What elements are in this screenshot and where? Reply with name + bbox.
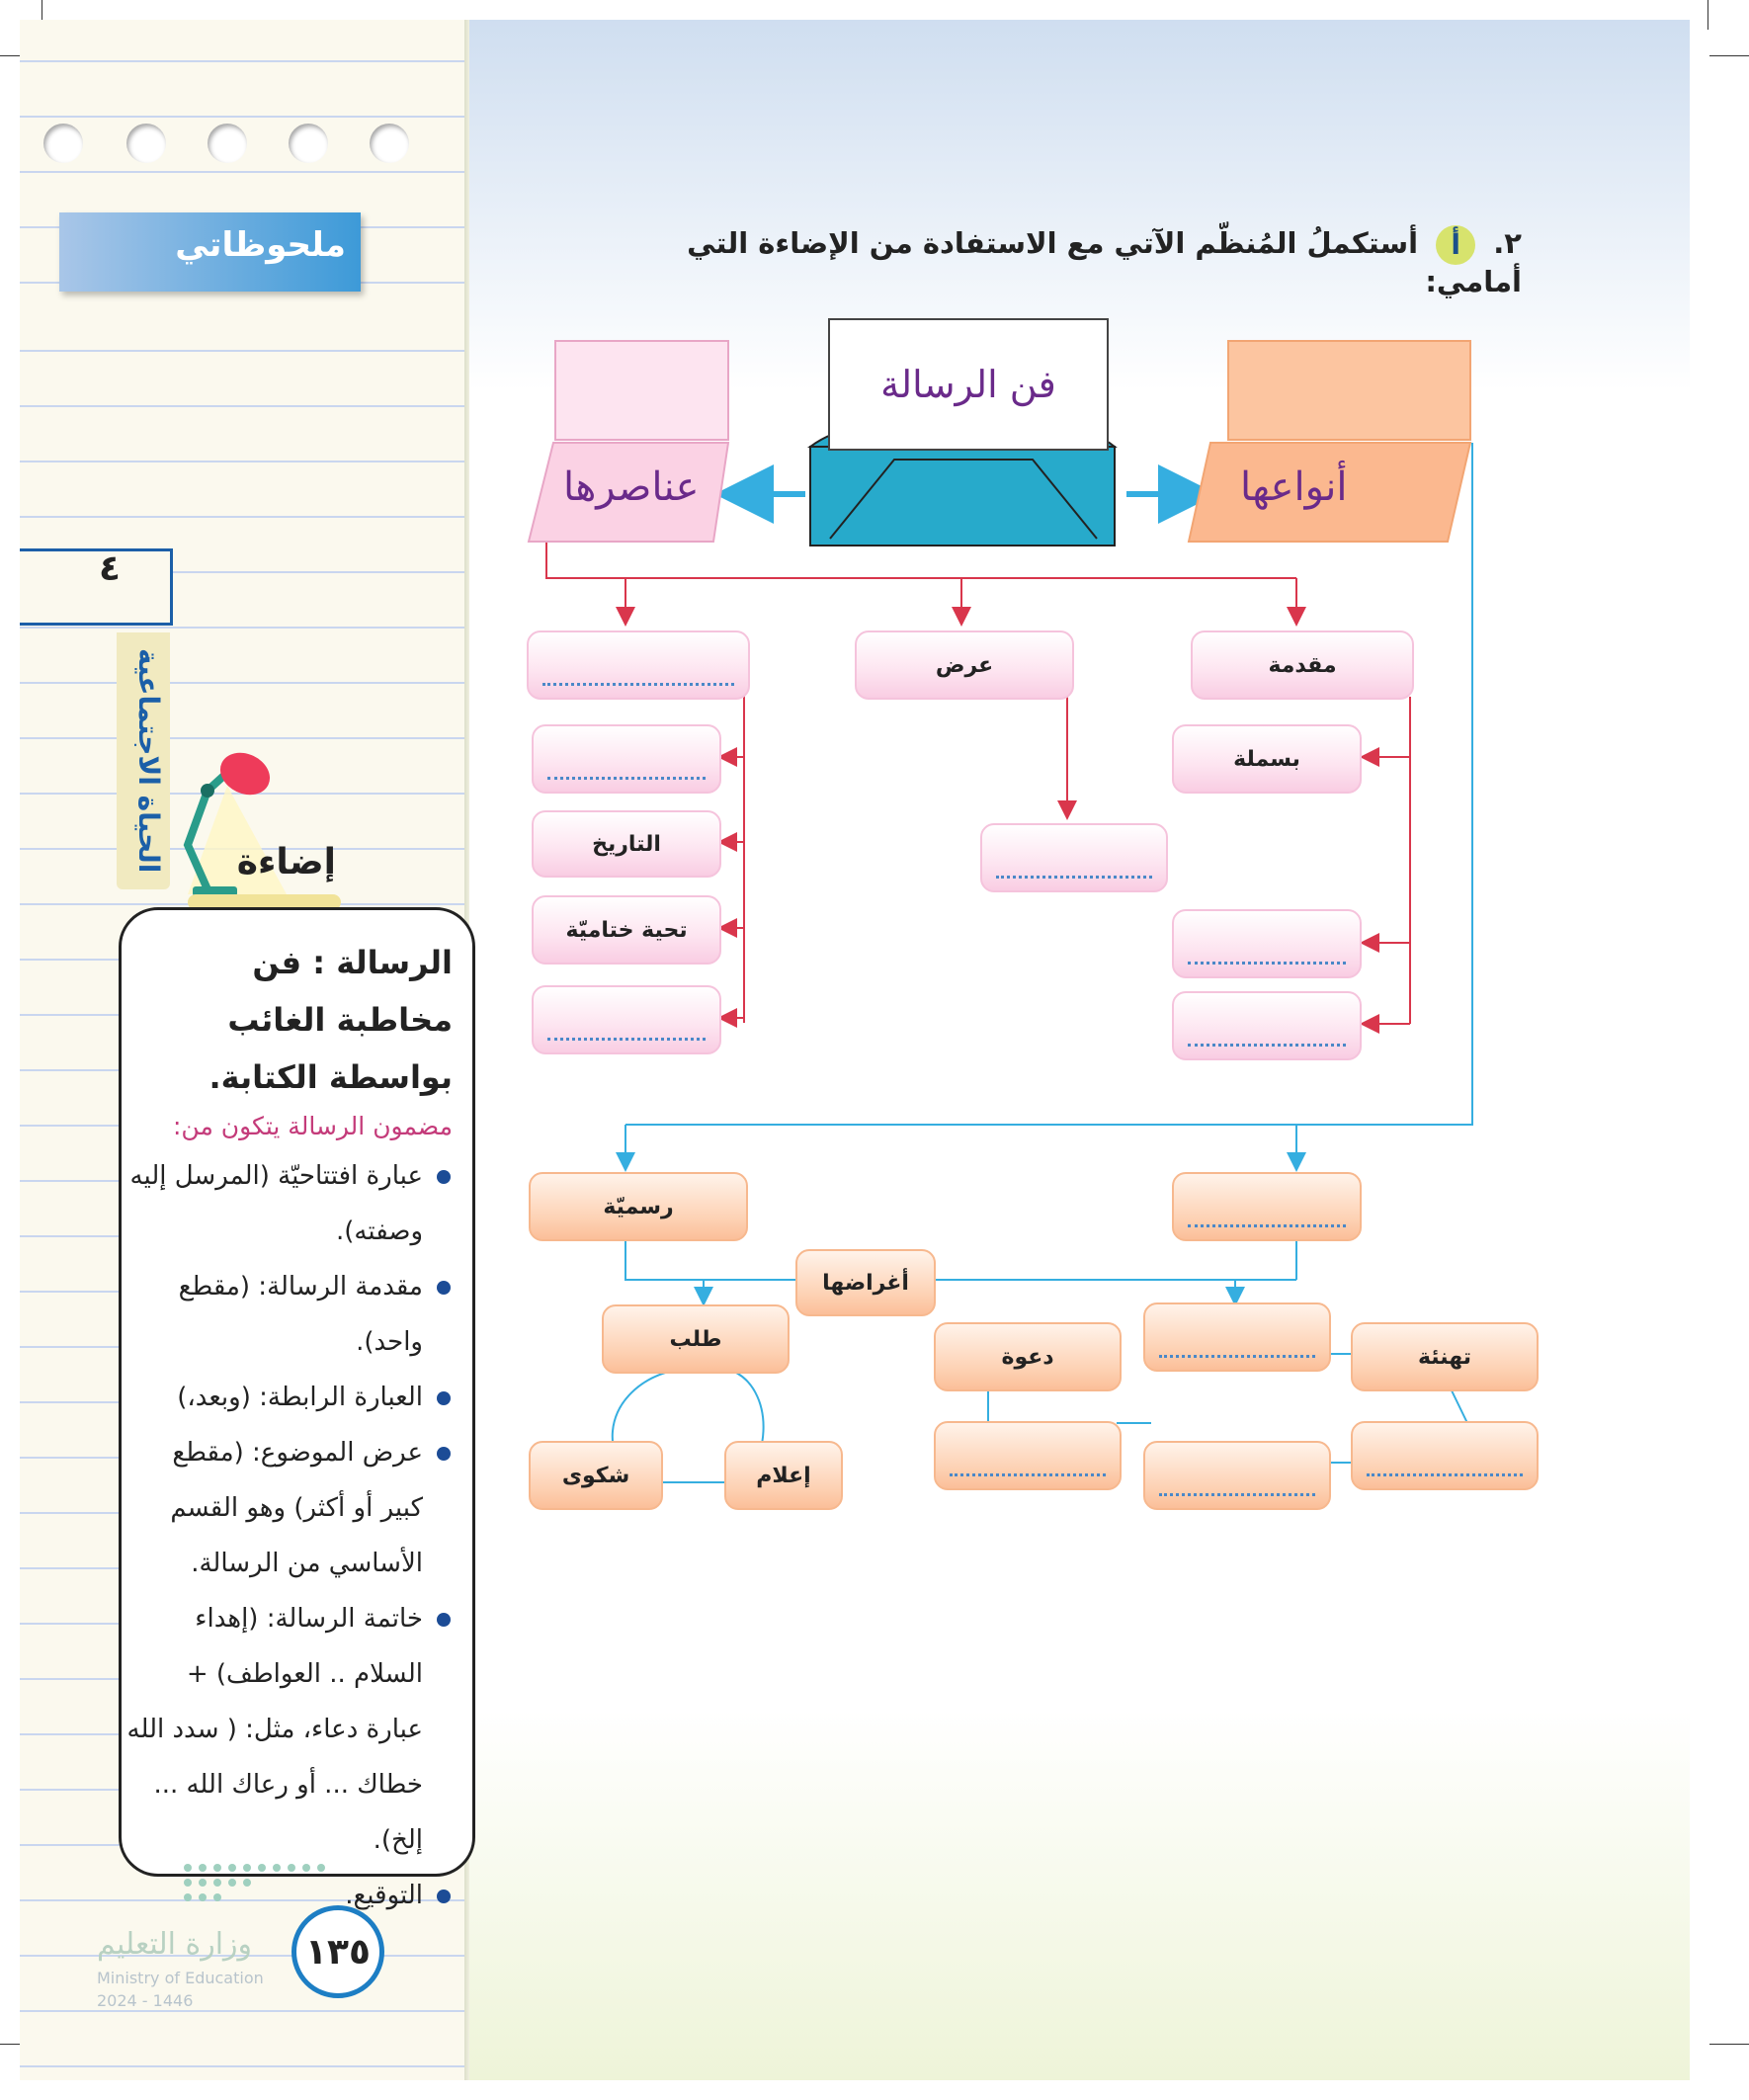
blank-field[interactable] <box>1143 1302 1331 1372</box>
question-body: أستكملُ المُنظّم الآتي مع الاستفادة من الإضاءة التي أمامي: <box>687 226 1522 298</box>
intro-box: مقدمة <box>1191 630 1414 700</box>
list-item: خاتمة الرسالة: (إهداء السلام .. العواطف) + عبارة دعاء، مثل: ( سدد الله خطاك ... أو رعاك الله ... إلخ). <box>126 1591 453 1868</box>
center-title-card: فن الرسالة <box>828 318 1109 451</box>
congrats-box: تهنئة <box>1351 1322 1539 1391</box>
lamp-title: إضاءة <box>236 842 336 882</box>
request-box: طلب <box>602 1304 790 1374</box>
unit-name: الحياة الاجتماعية <box>132 648 165 874</box>
notes-label: ملحوظاتي <box>175 225 346 265</box>
blank-field[interactable] <box>934 1421 1122 1490</box>
blank-field[interactable] <box>1172 991 1362 1060</box>
question-letter-badge: أ <box>1436 225 1475 265</box>
blank-field[interactable] <box>1172 909 1362 978</box>
types-label: أنواعها <box>1240 464 1348 510</box>
blank-field[interactable] <box>1351 1421 1539 1490</box>
ministry-name-ar: وزارة التعليم <box>97 1927 253 1962</box>
blank-field[interactable] <box>1143 1441 1331 1510</box>
list-item: عرض الموضوع: (مقطع كبير أو أكثر) وهو القسم الأساسي من الرسالة. <box>126 1425 453 1591</box>
official-box: رسميّة <box>529 1172 748 1241</box>
ministry-name-en: Ministry of Education <box>97 1969 264 1987</box>
notice-box: إعلام <box>724 1441 843 1510</box>
invitation-box: دعوة <box>934 1322 1122 1391</box>
blank-field[interactable] <box>532 724 721 794</box>
date-box: التاريخ <box>532 810 721 878</box>
purposes-box: أغراضها <box>795 1249 936 1316</box>
content-heading: مضمون الرسالة يتكون من: <box>172 1112 453 1140</box>
definition-text: الرسالة : فن مخاطبة الغائب بواسطة الكتابة. <box>208 944 453 1096</box>
complaint-box: شكوى <box>529 1441 663 1510</box>
basmala-box: بسملة <box>1172 724 1362 794</box>
blank-field[interactable] <box>532 985 721 1054</box>
body-box: عرض <box>855 630 1074 700</box>
blank-field[interactable] <box>1172 1172 1362 1241</box>
list-item: مقدمة الرسالة: (مقطع واحد). <box>126 1259 453 1370</box>
unit-number: ٤ <box>99 548 121 589</box>
academic-year: 2024 - 1446 <box>97 1991 194 2010</box>
page-number: ١٣٥ <box>292 1905 384 1998</box>
list-item: عبارة افتتاحيّة (المرسل إليه وصفته). <box>126 1148 453 1259</box>
blank-field[interactable] <box>527 630 750 700</box>
list-item: العبارة الرابطة: (وبعد،) <box>126 1370 453 1425</box>
closing-box: تحية ختاميّة <box>532 895 721 965</box>
question-number: ٢. <box>1493 226 1522 260</box>
blank-field[interactable] <box>980 823 1168 892</box>
elements-label: عناصرها <box>563 464 700 510</box>
list-item: التوقيع. <box>126 1868 453 1923</box>
